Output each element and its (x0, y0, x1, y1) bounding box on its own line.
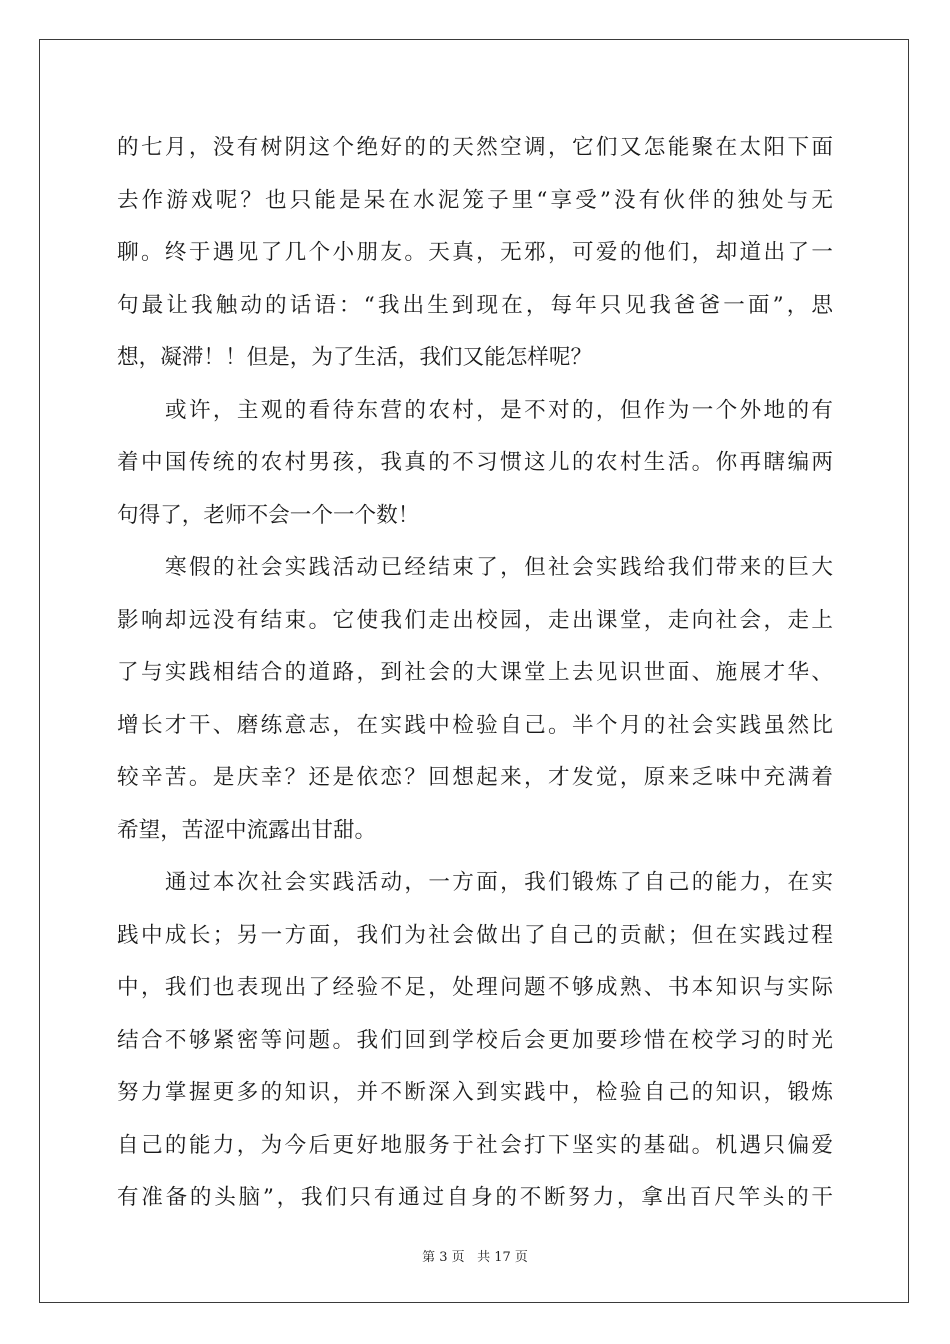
text-line: 增长才干、磨练意志，在实践中检验自己。半个月的社会实践虽然比 (117, 712, 833, 738)
page-footer (0, 1246, 950, 1265)
text-line: 有准备的头脑”，我们只有通过自身的不断努力，拿出百尺竿头的干 (117, 1185, 833, 1210)
paragraph-first-line: 通过本次社会实践活动，一方面，我们锻炼了自己的能力，在实 (165, 870, 833, 895)
text-line: 中，我们也表现出了经验不足，处理问题不够成熟、书本知识与实际 (117, 975, 833, 1000)
page-total: 共 17 页 (477, 1250, 528, 1265)
text-line: 的七月，没有树阴这个绝好的的天然空调，它们又怎能聚在太阳下面 (117, 135, 833, 160)
paragraph-first-line: 寒假的社会实践活动已经结束了，但社会实践给我们带来的巨大 (165, 555, 833, 580)
text-line: 着中国传统的农村男孩，我真的不习惯这儿的农村生活。你再瞎编两 (117, 450, 833, 475)
text-line: 想，凝滞！！但是，为了生活，我们又能怎样呢？ (117, 345, 593, 370)
page-number: 第 3 页 (422, 1250, 465, 1265)
text-line: 句得了，老师不会一个一个数！ (117, 502, 420, 528)
text-line: 较辛苦。是庆幸？还是依恋？回想起来，才发觉，原来乏味中充满着 (117, 765, 833, 790)
text-line: 去作游戏呢？也只能是呆在水泥笼子里“享受”没有伙伴的独处与无 (117, 187, 833, 213)
text-line: 希望，苦涩中流露出甘甜。 (117, 817, 377, 843)
text-line: 了与实践相结合的道路，到社会的大课堂上去见识世面、施展才华、 (117, 660, 833, 685)
text-line: 践中成长；另一方面，我们为社会做出了自己的贡献；但在实践过程 (117, 922, 833, 948)
text-line: 自己的能力，为今后更好地服务于社会打下坚实的基础。机遇只偏爱 (117, 1132, 833, 1158)
text-line: 聊。终于遇见了几个小朋友。天真，无邪，可爱的他们，却道出了一 (117, 240, 833, 265)
text-line: 结合不够紧密等问题。我们回到学校后会更加要珍惜在校学习的时光 (117, 1027, 833, 1053)
text-line: 影响却远没有结束。它使我们走出校园，走出课堂，走向社会，走上 (117, 607, 833, 633)
document-body (117, 122, 833, 1225)
paragraph-first-line: 或许，主观的看待东营的农村，是不对的，但作为一个外地的有 (165, 397, 833, 423)
text-line: 句最让我触动的话语：“我出生到现在，每年只见我爸爸一面”，思 (117, 292, 833, 318)
text-line: 努力掌握更多的知识，并不断深入到实践中，检验自己的知识，锻炼 (117, 1080, 833, 1105)
